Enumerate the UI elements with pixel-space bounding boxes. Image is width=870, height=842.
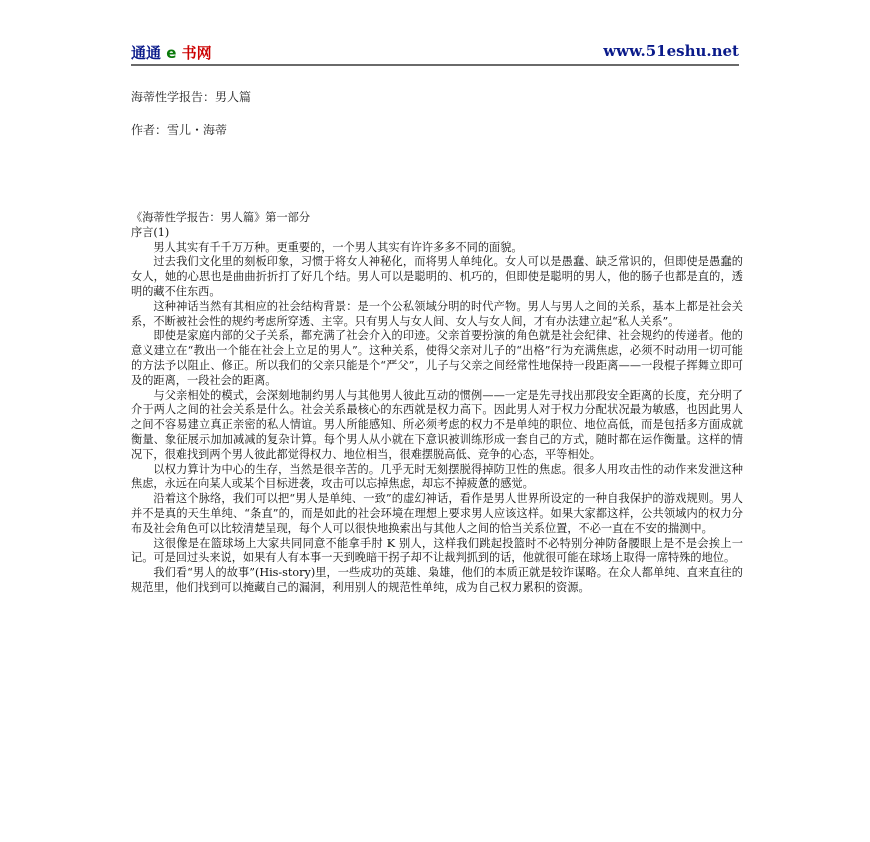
page-header	[131, 40, 739, 66]
paragraph: 即使是家庭内部的父子关系，都充满了社会介入的印迹。父亲首要扮演的角色就是社会纪律、社会规约的传递者。他的意义建立在“教出一个能在社会上立足的男人”。这种关系，使得父亲对儿子的“出格”行为充满焦虑，必须不时动用一切可能的方法予以阻止、修正。所以我们的父亲只能是个“严父”，儿子与父亲之间经常性地保持一段距离——一段棍子挥舞立即可及的距离，一段社会的距离。	[131, 329, 743, 387]
brand-text-2: 书网	[181, 44, 212, 62]
header-divider	[131, 64, 739, 66]
paragraph: 男人其实有千千万万种。更重要的，一个男人其实有许许多多不同的面貌。	[153, 240, 523, 254]
site-brand[interactable]	[131, 42, 212, 63]
brand-e: e	[166, 44, 177, 62]
paragraph: 我们看“男人的故事”(His-story)里，一些成功的英雄、枭雄，他们的本质正就是较诈谋略。在众人都单纯、直来直往的规范里，他们找到可以掩藏自己的漏洞，利用别人的规范性单纯，成为自己权力累积的资源。	[131, 566, 743, 594]
site-url-link[interactable]: www.51eshu.net	[603, 42, 739, 60]
paragraph: 这种神话当然有其相应的社会结构背景：是一个公私领域分明的时代产物。男人与男人之间的关系，基本上都是社会关系，不断被社会性的规约考虑所穿透、主宰。只有男人与女人间、女人与女人间，才有办法建立起“私人关系”。	[131, 299, 743, 328]
paragraph: 这很像是在篮球场上大家共同同意不能拿手肘 K 别人，这样我们跳起投篮时不必特别分神防备腰眼上是不是会挨上一记。可是回过头来说，如果有人有本事一天到晚暗干拐子却不让裁判抓到的话，他就很可能在球场上取得一席特殊的地位。	[131, 536, 743, 565]
document-author: 作者：雪儿・海蒂	[131, 123, 228, 137]
paragraph: 以权力算计为中心的生存，当然是很辛苦的。几乎无时无刻摆脱得掉防卫性的焦虑。很多人用攻击性的动作来发泄这种焦虑，永远在向某人或某个目标进袭，攻击可以忘掉焦虑，却忘不掉疲惫的感觉。	[131, 462, 743, 491]
brand-text: 通通	[131, 44, 162, 62]
preface-heading: 序言(1)	[131, 225, 170, 239]
paragraph: 沿着这个脉络，我们可以把“男人是单纯、一致”的虚幻神话，看作是男人世界所设定的一种自我保护的游戏规则。男人并不是真的天生单纯、“条直”的，而是如此的社会环境在理想上要求男人应该这样。如果大家都这样，公共领域内的权力分布及社会角色可以比较清楚呈现，每个人可以很快地换索出与其他人之间的恰当关系位置，不必一直在不安的揣测中。	[131, 492, 743, 535]
paragraph: 与父亲相处的模式，会深刻地制约男人与其他男人彼此互动的惯例——一定是先寻找出那段安全距离的长度，充分明了介于两人之间的社会关系是什么。社会关系最核心的东西就是权力高下。因此男人对于权力分配状况最为敏感，也因此男人之间不容易建立真正亲密的私人情谊。男人所能感知、所必须考虑的权力不是单纯的职位、地位高低，而是包括多方面成就衡量、象征展示加加减减的复杂计算。每个男人从小就在下意识被训练形成一套自己的方式，随时都在运作衡量。这样的情况下，很难找到两个男人彼此都觉得权力、地位相当，很难摆脱高低、竞争的心态，平等相处。	[131, 388, 743, 461]
part-heading: 《海蒂性学报告：男人篇》第一部分	[131, 211, 311, 224]
document-title: 海蒂性学报告：男人篇	[131, 90, 252, 104]
paragraph: 过去我们文化里的刻板印象，习惯于将女人神秘化，而将男人单纯化。女人可以是愚蠢、缺乏常识的，但即使是愚蠢的女人，她的心思也是曲曲折折打了好几个结。男人可以是聪明的、机巧的，但即使是聪明的男人，他的肠子也都是直的，透明的藏不住东西。	[131, 255, 743, 298]
document-body	[131, 211, 743, 596]
